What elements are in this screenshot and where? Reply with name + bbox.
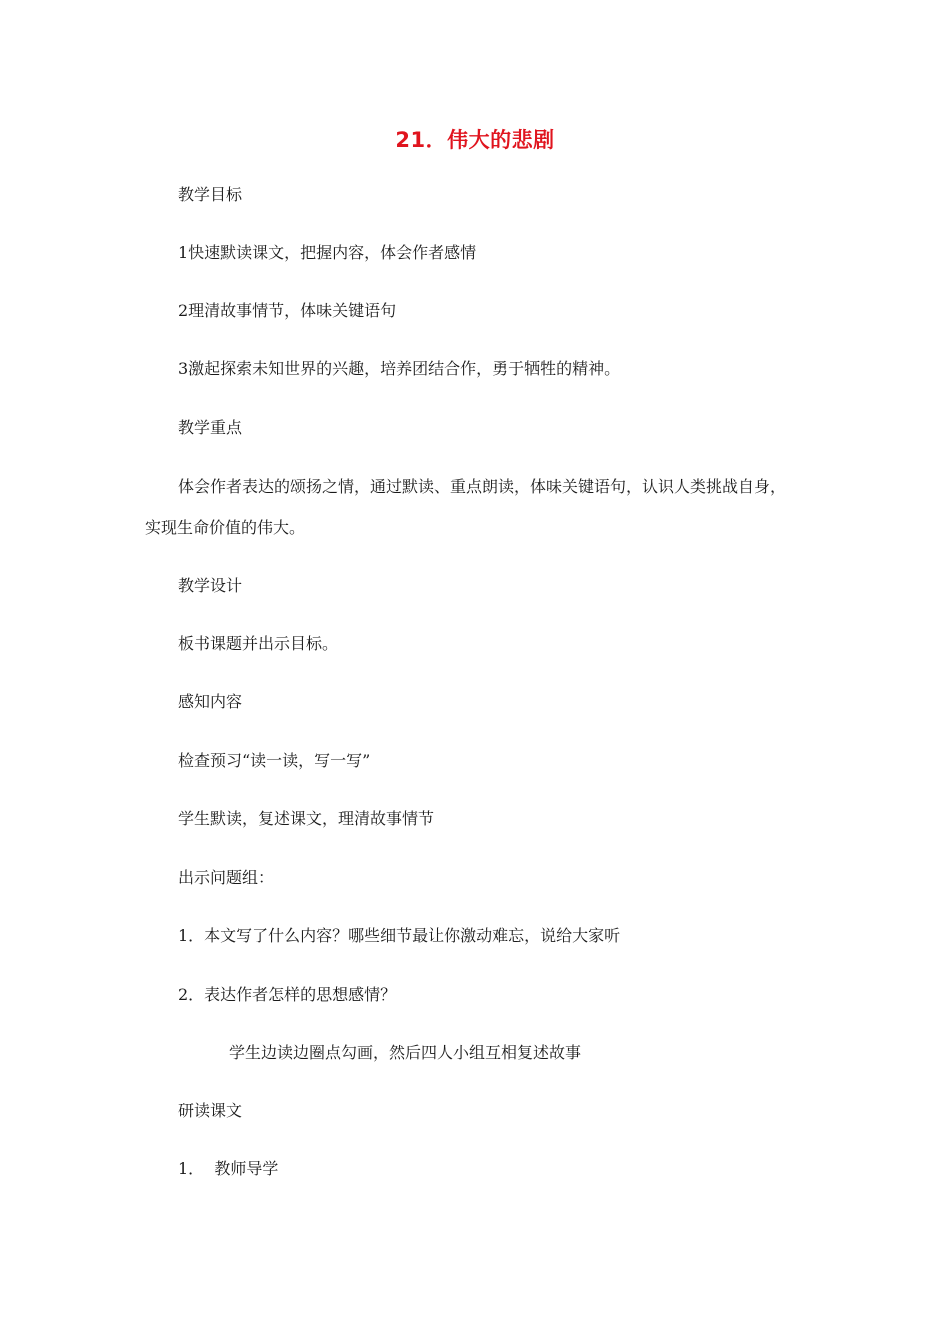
section-heading-study-text: 研读课文 xyxy=(178,1101,243,1120)
design-step-preview-check: 检查预习“读一读，写一写” xyxy=(178,751,371,770)
document-title: 21．伟大的悲剧 xyxy=(395,128,555,152)
design-step-perceive: 感知内容 xyxy=(178,692,243,711)
objective-2: 2理清故事情节，体味关键语句 xyxy=(178,301,397,320)
design-step-silent-reading: 学生默读，复述课文，理清故事情节 xyxy=(178,809,435,828)
question-2: 2．表达作者怎样的思想感情？ xyxy=(178,985,397,1004)
key-points-paragraph-line-2: 实现生命价值的伟大。 xyxy=(145,518,306,537)
section-heading-design: 教学设计 xyxy=(178,576,243,595)
objective-1: 1快速默读课文，把握内容，体会作者感情 xyxy=(178,243,477,262)
question-group-heading: 出示问题组： xyxy=(178,868,275,887)
design-step-blackboard: 板书课题并出示目标。 xyxy=(178,634,339,653)
key-points-paragraph-line-1: 体会作者表达的颂扬之情，通过默读、重点朗读，体味关键语句，认识人类挑战自身， xyxy=(178,477,787,496)
objective-3: 3激起探索未知世界的兴趣，培养团结合作，勇于牺牲的精神。 xyxy=(178,359,621,378)
section-heading-objectives: 教学目标 xyxy=(178,185,243,204)
group-activity-text: 学生边读边圈点勾画，然后四人小组互相复述故事 xyxy=(229,1043,582,1062)
question-1: 1．本文写了什么内容？哪些细节最让你激动难忘，说给大家听 xyxy=(178,926,621,945)
teacher-guidance-item: 1． 教师导学 xyxy=(178,1159,279,1178)
section-heading-key-points: 教学重点 xyxy=(178,418,243,437)
